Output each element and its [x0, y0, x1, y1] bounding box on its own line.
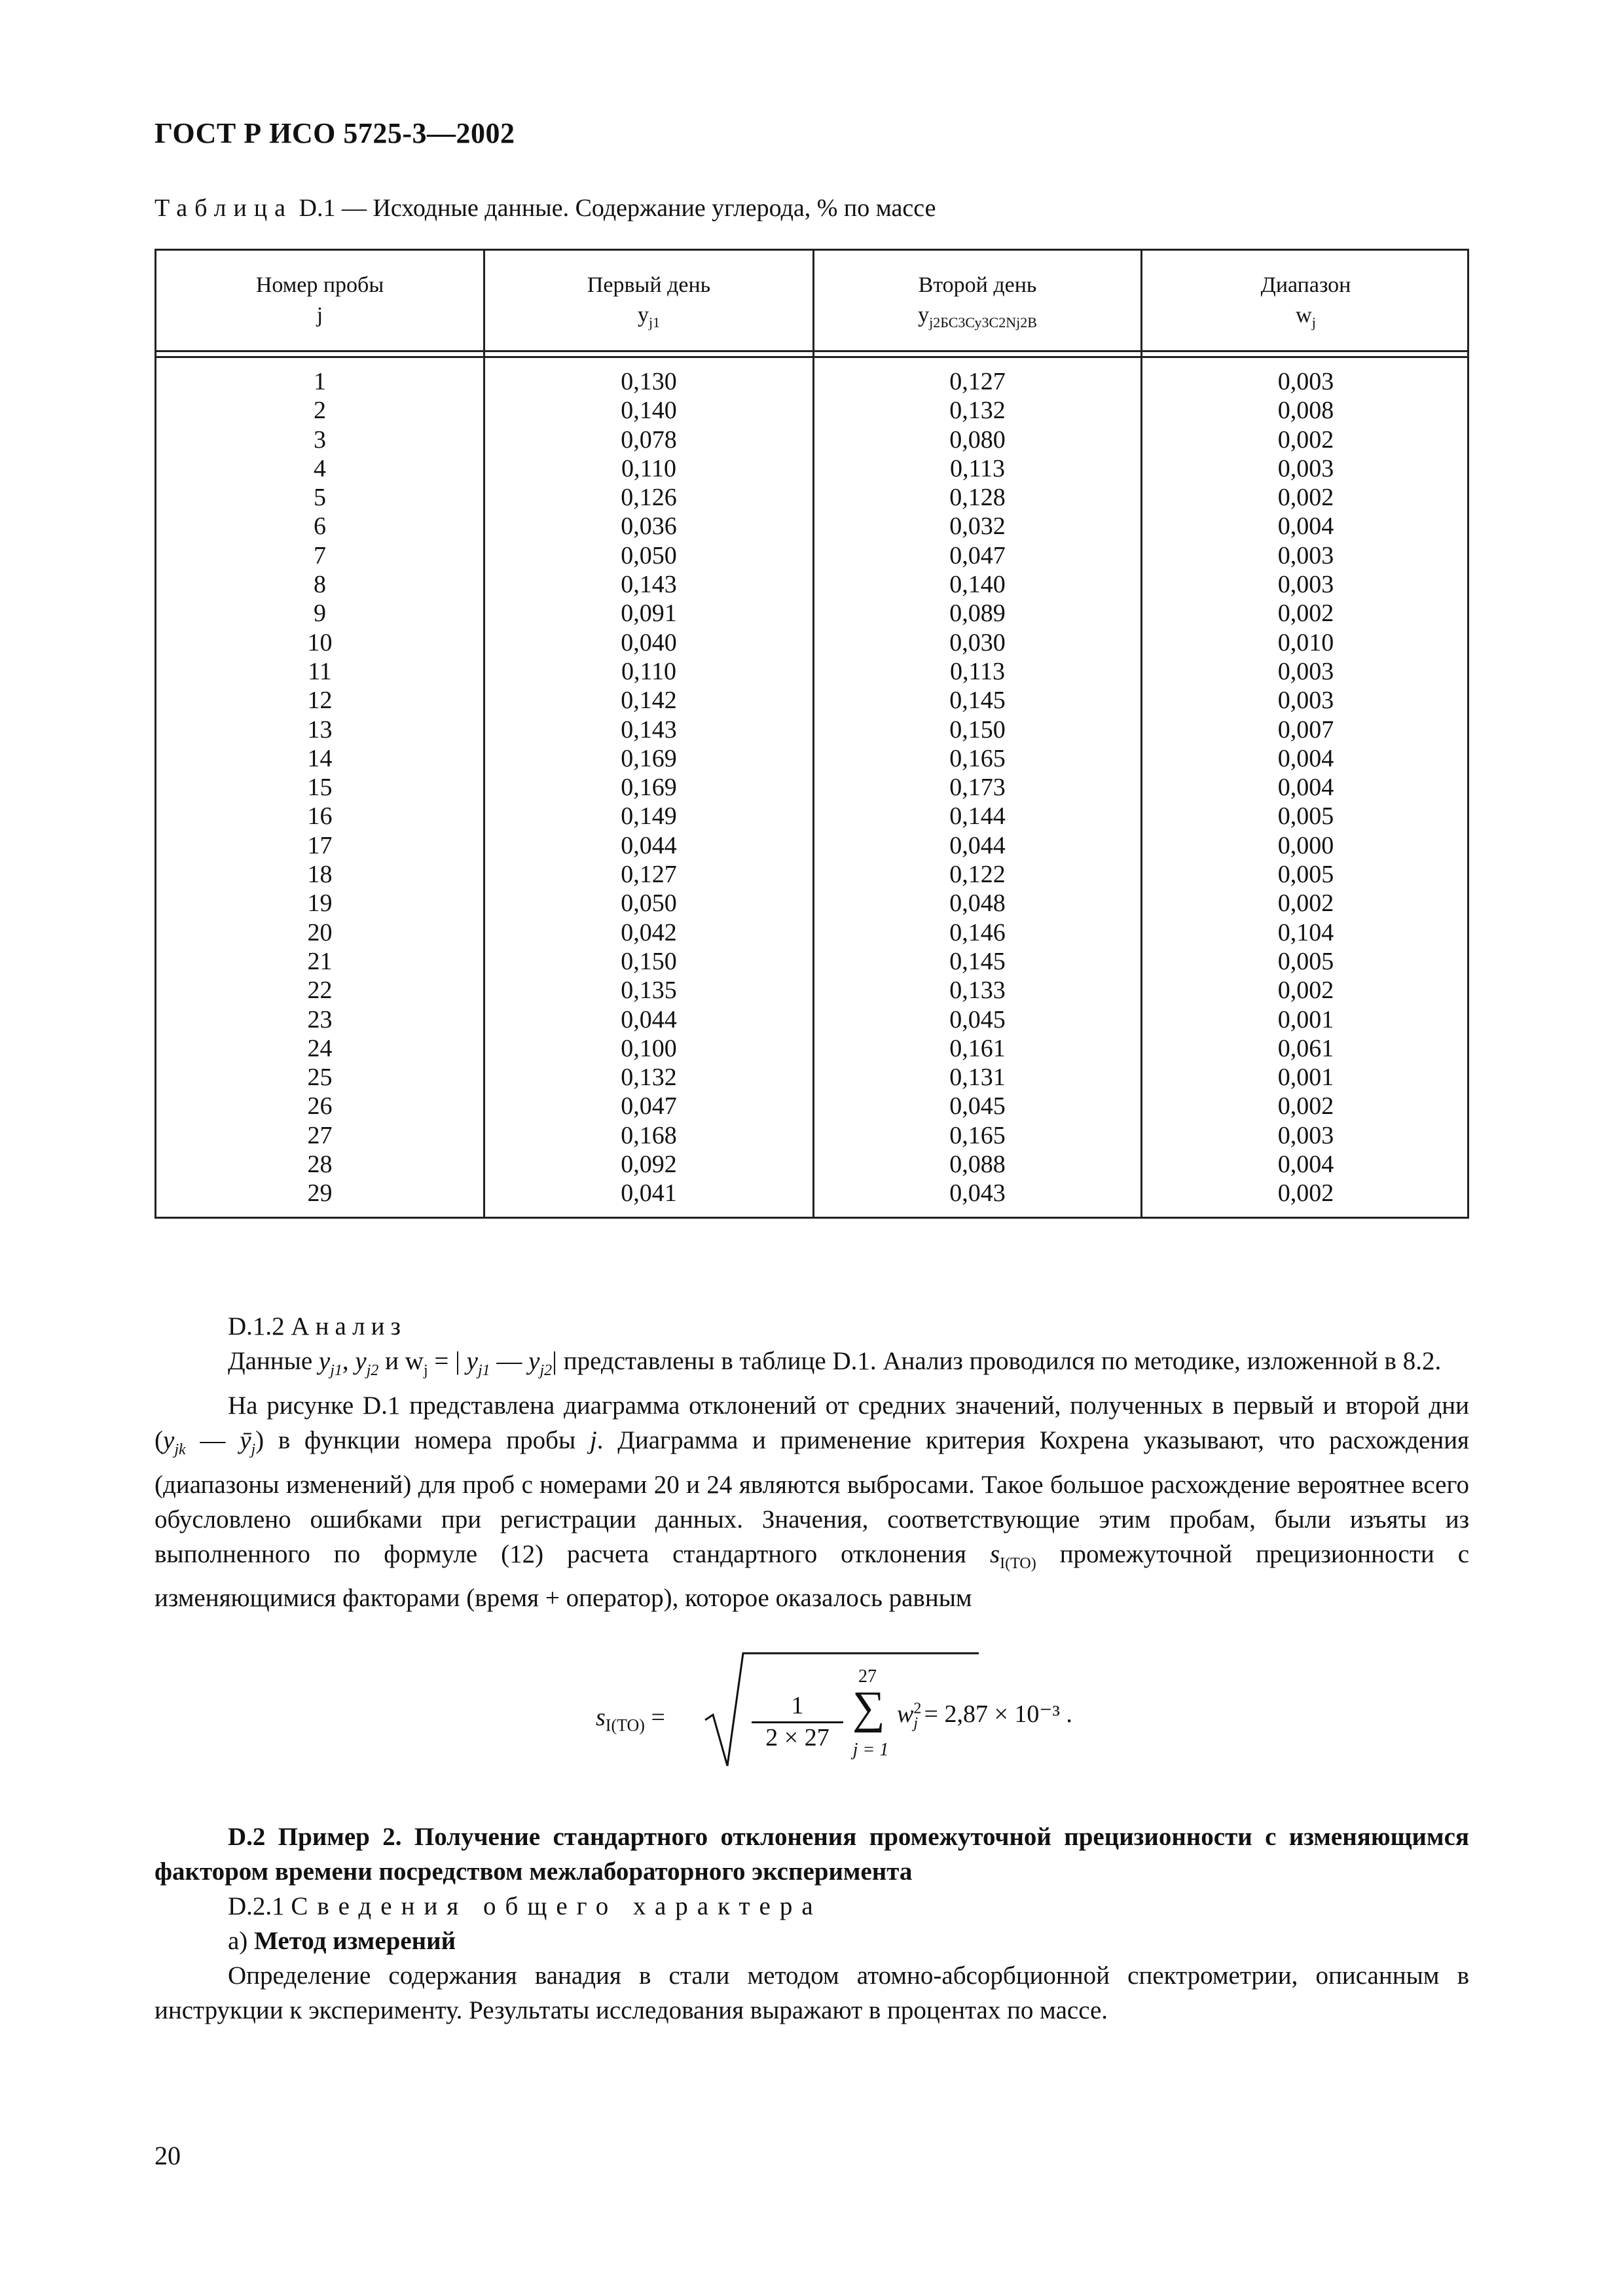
table-cell: 0,169 — [621, 774, 677, 802]
table-cell: 0,002 — [1277, 889, 1334, 918]
table-cell: 9 — [314, 600, 326, 628]
sum-lower-limit: j = 1 — [852, 1740, 889, 1760]
table-cell: 0,140 — [621, 397, 677, 425]
table-cell: 0,089 — [949, 600, 1006, 628]
table-cell: 0,036 — [621, 512, 677, 541]
table-cell: 0,088 — [949, 1151, 1006, 1179]
column-title: Второй день — [918, 273, 1037, 297]
table-cell: 0,048 — [949, 889, 1006, 918]
formula — [589, 1649, 1113, 1780]
table-cell: 0,050 — [621, 889, 677, 918]
table-cell: 8 — [314, 571, 326, 599]
table-cell: 0,092 — [621, 1151, 677, 1179]
table-cell: 20 — [307, 918, 333, 946]
table-cell: 0,043 — [949, 1179, 1006, 1208]
table-cell: 0,047 — [621, 1092, 677, 1121]
item-a-text: Определение содержания ванадия в стали методом атомно-абсорбционной спектрометрии, описанным в инструкции к эксперименту. Результаты исследования выражают в процентах по массе. — [155, 1962, 1469, 2024]
formula-fraction — [752, 1691, 843, 1752]
sum-sign-icon: ∑ — [852, 1683, 885, 1733]
table-cell: 0,150 — [949, 715, 1006, 744]
table-cell: 0,150 — [621, 947, 677, 975]
table-cell: 0,044 — [621, 831, 677, 859]
table-cell: 0,143 — [621, 715, 677, 744]
table-cell: 12 — [307, 687, 333, 715]
fraction-numerator: 1 — [791, 1692, 804, 1719]
table-cell: 0,113 — [949, 454, 1006, 482]
table-cell: 0,003 — [1277, 454, 1334, 482]
table-cell: 0,030 — [949, 628, 1006, 656]
table-cell: 0,002 — [1277, 1092, 1334, 1121]
table-cell: 0,173 — [949, 774, 1006, 802]
table-cell: 0,113 — [949, 657, 1006, 685]
table-cell: 0,168 — [621, 1121, 677, 1149]
column-header-day2 — [814, 270, 1140, 338]
fraction-denominator: 2 × 27 — [752, 1721, 843, 1752]
sum-upper-limit: 27 — [858, 1666, 877, 1687]
table-cell: 7 — [314, 541, 326, 569]
column-header-day1 — [485, 270, 812, 338]
column-title: Номер пробы — [255, 273, 384, 297]
table-cell: 29 — [307, 1179, 333, 1208]
table-cell: 2 — [314, 397, 326, 425]
page-number: 20 — [155, 2141, 181, 2170]
header-separator — [156, 356, 1467, 358]
table-cell: 18 — [307, 861, 333, 889]
table-cell: 0,135 — [621, 977, 677, 1005]
table-cell: 0,169 — [621, 744, 677, 772]
table-cell: 24 — [307, 1034, 333, 1062]
column-symbol: $w_j$ — [1296, 303, 1316, 331]
table-cell: 0,045 — [949, 1092, 1006, 1121]
section-d12-heading: D.1.2 Анализ — [228, 1312, 407, 1340]
column-day2-values — [814, 367, 1140, 1208]
item-a-heading: a) Метод измерений — [228, 1927, 456, 1955]
table-cell: 0,091 — [621, 600, 677, 628]
formula-rhs: $w^2_j = 2,87 \times 10^{-3}$ . — [897, 1700, 1072, 1732]
table-cell: 0,100 — [621, 1034, 677, 1062]
column-title: Первый день — [587, 273, 711, 297]
table-cell: 17 — [307, 831, 333, 859]
header-separator — [156, 350, 1467, 352]
table-cell: 0,165 — [949, 1121, 1006, 1149]
table-cell: 0,010 — [1277, 628, 1334, 656]
table-cell: 0,044 — [621, 1005, 677, 1033]
table-cell: 0,110 — [621, 454, 677, 482]
table-cell: 5 — [314, 484, 326, 512]
table-cell: 0,005 — [1277, 802, 1334, 831]
table-cell: 26 — [307, 1092, 333, 1121]
table-cell: 14 — [307, 744, 333, 772]
table-cell: 0,042 — [621, 918, 677, 946]
table-cell: 0,145 — [949, 687, 1006, 715]
table-cell: 16 — [307, 802, 333, 831]
table-cell: 0,005 — [1277, 947, 1334, 975]
table-cell: 15 — [307, 774, 333, 802]
table-cell: 0,161 — [949, 1034, 1006, 1062]
table-cell: 0,041 — [621, 1179, 677, 1208]
table-cell: 11 — [308, 657, 332, 685]
column-header-sample — [156, 270, 483, 331]
table-cell: 0,143 — [621, 571, 677, 599]
column-sample-values — [156, 367, 483, 1208]
table-cell: 0,140 — [949, 571, 1006, 599]
table-cell: 0,045 — [949, 1005, 1006, 1033]
table-caption — [155, 194, 936, 223]
formula-lhs: $s_{I(TO)}$ = — [596, 1704, 665, 1735]
data-table — [155, 249, 1469, 1219]
table-cell: 28 — [307, 1151, 333, 1179]
table-cell: 0,004 — [1277, 1151, 1334, 1179]
table-cell: 1 — [314, 368, 326, 395]
table-cell: 0,003 — [1277, 687, 1334, 715]
table-cell: 0,131 — [949, 1064, 1006, 1092]
column-header-range — [1142, 270, 1469, 338]
table-cell: 0,165 — [949, 744, 1006, 772]
table-cell: 0,032 — [949, 512, 1006, 541]
table-cell: 0,003 — [1277, 657, 1334, 685]
table-cell: 0,047 — [949, 541, 1006, 569]
table-cell: 0,002 — [1277, 977, 1334, 1005]
table-caption-label: Таблица — [155, 194, 293, 222]
table-cell: 0,007 — [1277, 715, 1334, 744]
table-cell: 0,001 — [1277, 1005, 1334, 1033]
table-cell: 0,005 — [1277, 861, 1334, 889]
table-cell: 0,003 — [1277, 368, 1334, 395]
table-cell: 0,061 — [1277, 1034, 1334, 1062]
table-cell: 0,003 — [1277, 571, 1334, 599]
table-cell: 0,004 — [1277, 774, 1334, 802]
section-d2 — [155, 1820, 1469, 2028]
section-d12 — [155, 1309, 1469, 1615]
table-cell: 0,002 — [1277, 425, 1334, 454]
table-cell: 0,145 — [949, 947, 1006, 975]
table-cell: 0,110 — [621, 657, 677, 685]
section-d21-heading: D.2.1 Сведения общего характера — [228, 1892, 822, 1920]
table-cell: 0,132 — [949, 397, 1006, 425]
table-cell: 0,104 — [1277, 918, 1334, 946]
column-symbol: $y_{j2БС3Су3С2Nj2В}$ — [918, 303, 1037, 331]
table-cell: 0,133 — [949, 977, 1006, 1005]
table-cell: 22 — [307, 977, 333, 1005]
column-symbol: $y_{j1}$ — [637, 303, 661, 331]
table-cell: 4 — [314, 454, 326, 482]
document-header: ГОСТ Р ИСО 5725-3—2002 — [155, 117, 515, 149]
table-cell: 0,000 — [1277, 831, 1334, 859]
table-cell: 0,130 — [621, 368, 677, 395]
table-cell: 0,004 — [1277, 512, 1334, 541]
column-day1-values — [485, 367, 812, 1208]
table-cell: 0,003 — [1277, 1121, 1334, 1149]
table-cell: 0,004 — [1277, 744, 1334, 772]
table-cell: 10 — [307, 628, 333, 656]
table-cell: 0,001 — [1277, 1064, 1334, 1092]
table-cell: 0,002 — [1277, 1179, 1334, 1208]
table-cell: 0,127 — [621, 861, 677, 889]
table-caption-text: D.1 — Исходные данные. Содержание углерода, % по массе — [299, 194, 936, 222]
table-cell: 0,144 — [949, 802, 1006, 831]
column-range-values — [1142, 367, 1469, 1208]
table-cell: 25 — [307, 1064, 333, 1092]
table-cell: 0,149 — [621, 802, 677, 831]
table-cell: 0,146 — [949, 918, 1006, 946]
table-cell: 0,126 — [621, 484, 677, 512]
table-cell: 0,002 — [1277, 600, 1334, 628]
column-title: Диапазон — [1260, 273, 1351, 297]
table-cell: 0,050 — [621, 541, 677, 569]
table-cell: 27 — [307, 1121, 333, 1149]
table-cell: 0,142 — [621, 687, 677, 715]
table-cell: 0,078 — [621, 425, 677, 454]
table-cell: 0,040 — [621, 628, 677, 656]
table-cell: 0,008 — [1277, 397, 1334, 425]
section-d12-paragraph-2: На рисунке D.1 представлена диаграмма отклонений от средних значений, полученных в первый и второй дни ($y_{jk}$ — $ȳ_j$) в функции номера пробы j. Диаграмма и применение критерия Кохрена указывают, что расхождения (диапазоны изменений) для проб с номерами 20 и 24 являются выбросами. Такое большое расхождение вероятнее всего обусловлено ошибками при регистрации данных. Значения, соответствующие этим пробам, были изъяты из выполненного по формуле (12) расчета стандартного отклонения $s_{I(TO)}$ промежуточной прецизионности с изменяющимися факторами (время + оператор), которое оказалось равным — [155, 1391, 1470, 1613]
table-cell: 0,128 — [949, 484, 1006, 512]
section-d12-paragraph-1: Данные $y_{j1}$, $y_{j2}$ и $w_j$ = | $y_{j1}$ — $y_{j2}|$ представлены в таблице D.1. Анализ проводился по методике, изложенной в 8.2. — [228, 1347, 1442, 1379]
table-cell: 6 — [314, 512, 326, 541]
table-cell: 21 — [307, 947, 333, 975]
table-cell: 0,122 — [949, 861, 1006, 889]
section-d2-heading: D.2 Пример 2. Получение стандартного отклонения промежуточной прецизионности с изменяющимся фактором времени посредством межлабораторного эксперимента — [155, 1823, 1469, 1886]
table-cell: 0,132 — [621, 1064, 677, 1092]
table-cell: 3 — [314, 425, 326, 454]
table-cell: 23 — [307, 1005, 333, 1033]
table-cell: 0,127 — [949, 368, 1006, 395]
table-cell: 0,044 — [949, 831, 1006, 859]
table-cell: 0,080 — [949, 425, 1006, 454]
column-symbol: j — [316, 303, 323, 327]
table-cell: 0,002 — [1277, 484, 1334, 512]
table-cell: 19 — [307, 889, 333, 918]
table-cell: 13 — [307, 715, 333, 744]
table-cell: 0,003 — [1277, 541, 1334, 569]
